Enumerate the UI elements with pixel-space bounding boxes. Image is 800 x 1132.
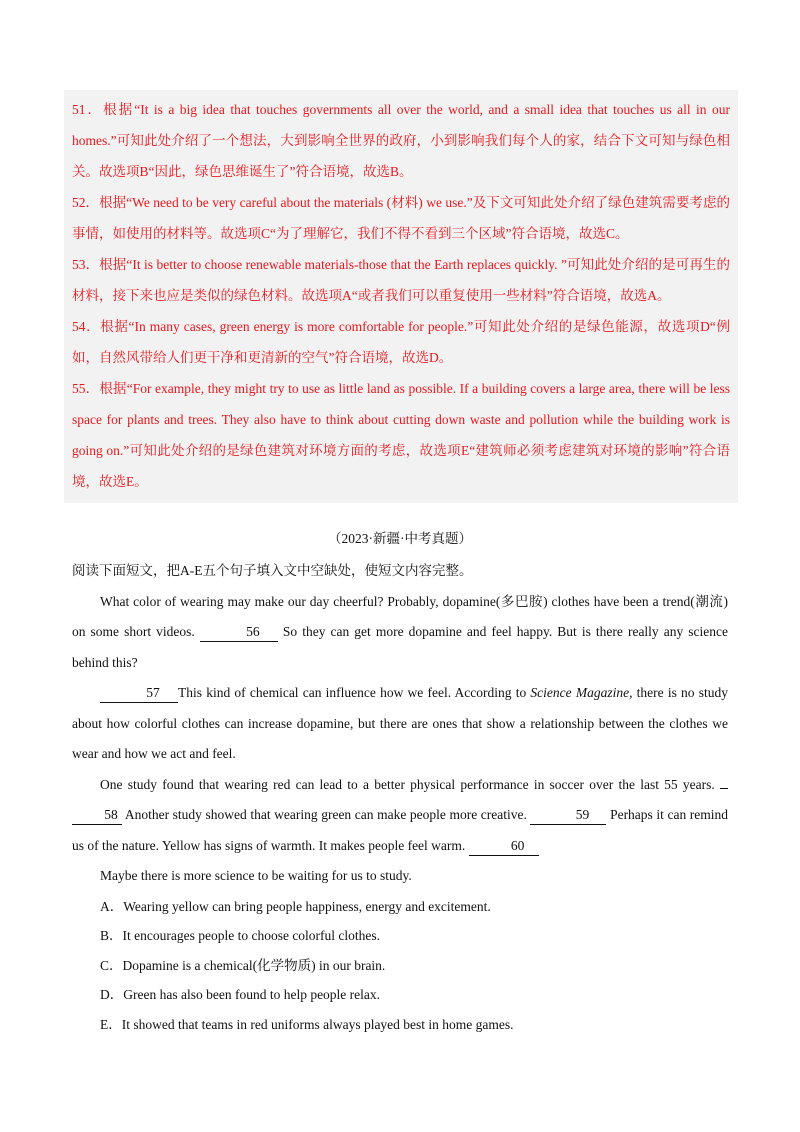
paragraph-1 (72, 587, 728, 679)
p3-text-c: Perhaps it can remind us of the nature. Yellow has signs of warmth. It makes people feel warm. (72, 807, 729, 853)
paragraph-4: Maybe there is more science to be waiting for us to study. (100, 868, 412, 883)
answer-explanations (64, 90, 738, 503)
blank-60: 60 (469, 837, 539, 856)
paragraph-2 (72, 678, 728, 770)
p3-text-b: Another study showed that wearing green can make people more creative. (124, 807, 527, 822)
p2-text-a: This kind of chemical can influence how we feel. According to (178, 685, 527, 700)
p3-text-a: One study found that wearing red can lead to a better physical performance in soccer over the last 55 years. (100, 776, 715, 792)
option-list (72, 892, 728, 1040)
option-c: C．Dopamine is a chemical(化学物质) in our brain. (100, 957, 386, 973)
answer-53: 53．根据“It is better to choose renewable materials-those that the Earth replaces quickly. ”可知此处介绍的是可再生的材料，接下来也应是类似的绿色材料。故选项A“或者我们可以重复使用一些材料”符合语境，故选A。 (72, 257, 730, 303)
p1-text-b: So they can get more dopamine and feel happy. But is there really any science behind this? (72, 624, 729, 670)
option-e: E．It showed that teams in red uniforms always played best in home games. (100, 1016, 514, 1032)
instruction: 阅读下面短文，把A-E五个句子填入文中空缺处，使短文内容完整。 (72, 563, 473, 578)
answer-52: 52．根据“We need to be very careful about the materials (材料) we use.”及下文可知此处介绍了绿色建筑需要考虑的事情，如使用的材料等。故选项C“为了理解它，我们不得不看到三个区域”符合语境，故选C。 (72, 195, 730, 241)
option-b: B．It encourages people to choose colorful clothes. (100, 928, 381, 943)
option-a: A．Wearing yellow can bring people happiness, energy and excitement. (100, 898, 491, 914)
reading-passage (72, 556, 728, 1039)
answer-51: 51．根据“It is a big idea that touches governments all over the world, and a small idea that touches us all in our homes.”可知此处介绍了一个想法，大到影响全世界的政府，小到影响我们每个人的家，结合下文可知与绿色相关。故选项B“因此，绿色思维诞生了”符合语境，故选B。 (72, 102, 730, 179)
p1-text-a: What color of wearing may make our day cheerful? Probably, dopamine(多巴胺) clothes have been a trend(潮流) on some short videos. (72, 593, 728, 639)
blank-59: 59 (530, 806, 606, 825)
answer-54: 54．根据“In many cases, green energy is more comfortable for people.”可知此处介绍的是绿色能源，故选项D“例如，自然风带给人们更干净和更清新的空气”符合语境，故选D。 (72, 319, 730, 365)
paragraph-3 (72, 770, 728, 862)
p2-text-b: , there is no study about how colorful clothes can increase dopamine, but there are ones that show a relationship between the clothes we wear and how we act and feel. (72, 685, 728, 761)
blank-56: 56 (200, 623, 278, 642)
answer-55: 55．根据“For example, they might try to use as little land as possible. If a building covers a large area, there will be less space for plants and trees. They also have to think about cutting down waste and pollution while the building work is going on.”可知此处介绍的是绿色建筑对环境方面的考虑，故选项E“建筑师必须考虑建筑对环境的影响”符合语境，故选E。 (72, 381, 730, 489)
blank-57: 57 (100, 684, 178, 703)
blank-58: 58 (72, 806, 122, 825)
blank-58-lead (720, 788, 728, 789)
exam-source: （2023·新疆·中考真题） (328, 531, 472, 546)
magazine-title: Science Magazine (530, 685, 630, 700)
option-d: D．Green has also been found to help people relax. (100, 987, 381, 1002)
